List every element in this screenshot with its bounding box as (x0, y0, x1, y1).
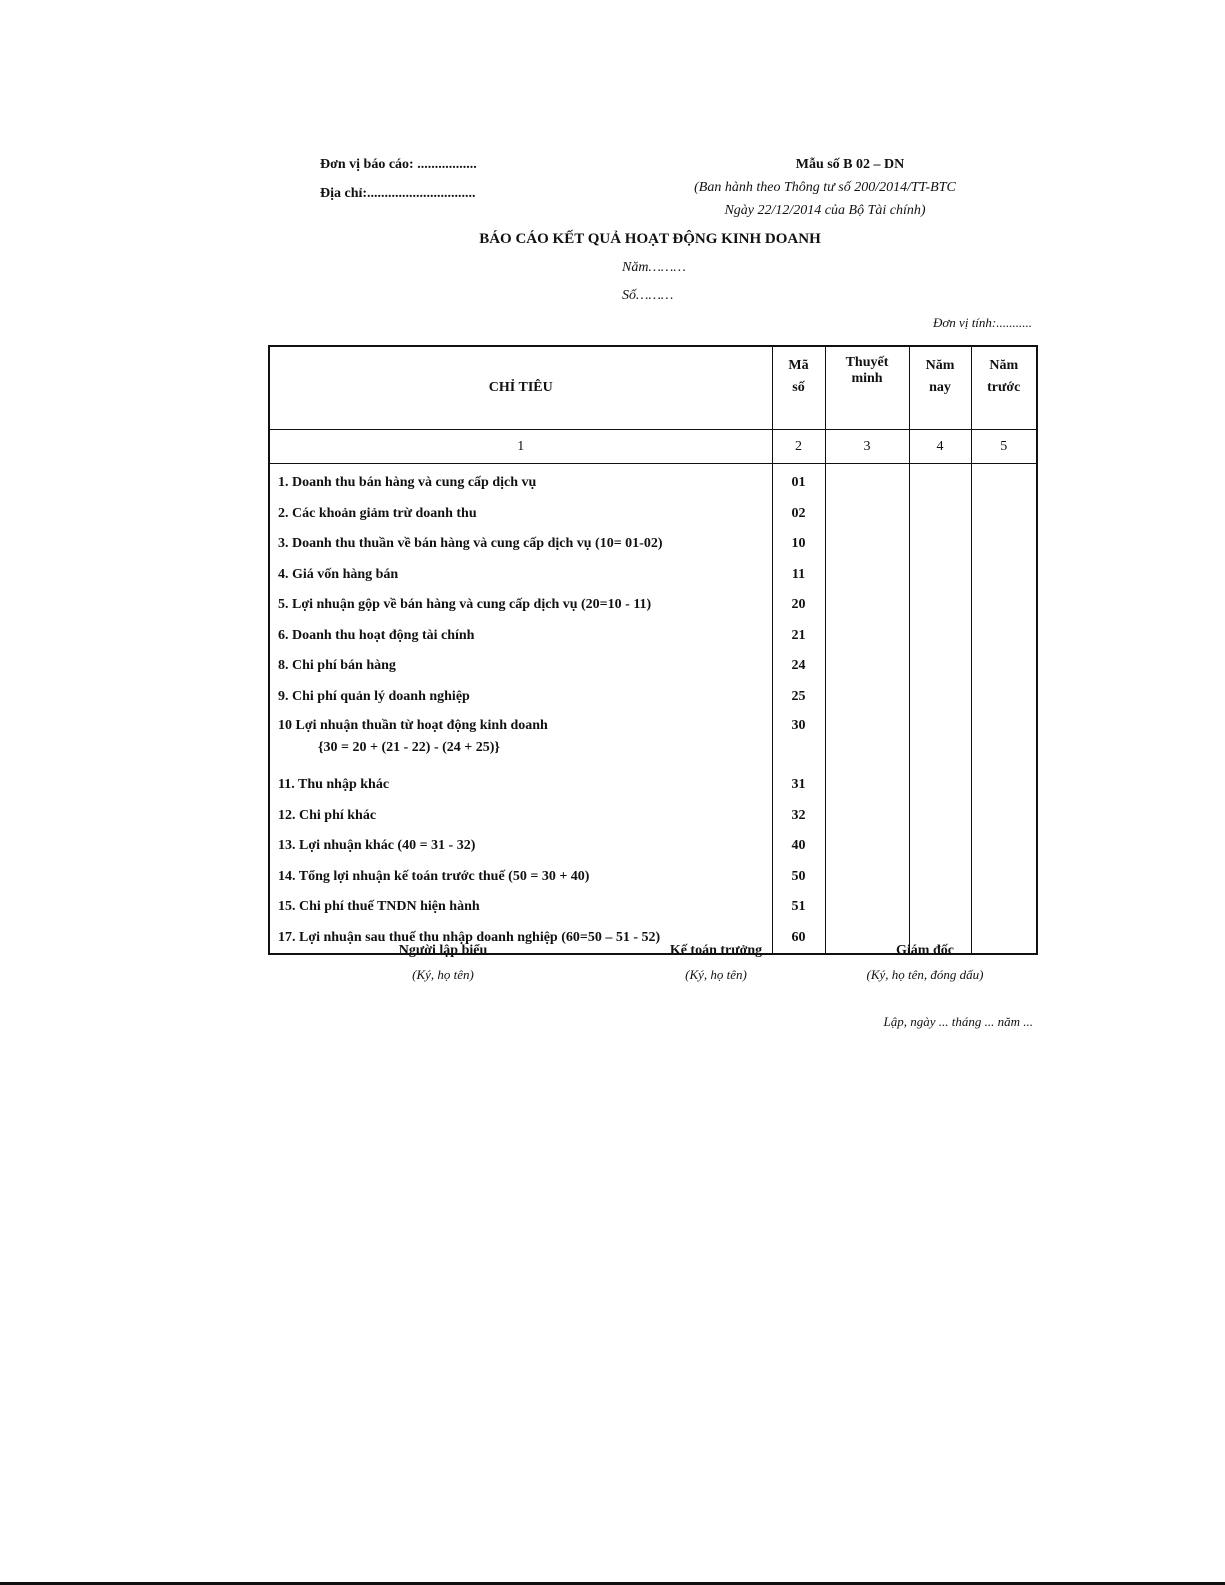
note-cell (825, 862, 909, 893)
table-row (269, 464, 1037, 499)
row-label: 8. Chi phí bán hàng (269, 651, 772, 682)
column-number: 2 (772, 430, 825, 464)
chief-accountant-note: (Ký, họ tên) (685, 967, 747, 982)
table-row (269, 770, 1037, 801)
this-year-cell (909, 682, 971, 713)
note-cell (825, 892, 909, 923)
row-code: 24 (772, 651, 825, 682)
note-cell (825, 682, 909, 713)
issued-line-2: Ngày 22/12/2014 của Bộ Tài chính) (724, 203, 926, 218)
row-code: 30 (772, 712, 825, 770)
row-label: 5. Lợi nhuận gộp về bán hàng và cung cấp dịch vụ (20=10 - 11) (269, 590, 772, 621)
table-row (269, 560, 1037, 591)
this-year-cell (909, 831, 971, 862)
director-signature-block (825, 943, 1025, 983)
preparer-signature-block (343, 943, 543, 983)
row-label-main: 10 Lợi nhuận thuần từ hoạt động kinh doanh (278, 718, 548, 733)
row-code: 02 (772, 499, 825, 530)
row-code: 21 (772, 621, 825, 652)
date-line: Lập, ngày ... tháng ... năm ... (883, 1014, 1033, 1029)
row-label: 12. Chi phí khác (269, 801, 772, 832)
previous-year-cell (971, 464, 1037, 499)
previous-year-cell (971, 682, 1037, 713)
row-code: 01 (772, 464, 825, 499)
this-year-cell (909, 862, 971, 893)
table-row (269, 801, 1037, 832)
row-code: 11 (772, 560, 825, 591)
preparer-title: Người lập biểu (398, 943, 488, 958)
header-previous-year: Năm trước (971, 346, 1037, 430)
row-code: 32 (772, 801, 825, 832)
this-year-cell (909, 590, 971, 621)
table-header-row (269, 346, 1037, 430)
chief-accountant-signature-block (616, 943, 816, 983)
previous-year-cell (971, 892, 1037, 923)
row-label-formula: {30 = 20 + (21 - 22) - (24 + 25)} (318, 740, 500, 755)
this-year-cell (909, 651, 971, 682)
currency-unit: Đơn vị tính:........... (932, 315, 1032, 330)
row-label: 15. Chi phí thuế TNDN hiện hành (269, 892, 772, 923)
this-year-cell (909, 529, 971, 560)
table-row (269, 499, 1037, 530)
this-year-cell (909, 770, 971, 801)
note-cell (825, 464, 909, 499)
income-statement-table (268, 345, 1038, 955)
preparer-note: (Ký, họ tên) (412, 967, 474, 982)
note-cell (825, 831, 909, 862)
previous-year-cell (971, 770, 1037, 801)
number-line: Số……… (622, 288, 674, 303)
row-label (269, 712, 772, 770)
row-label: 14. Tổng lợi nhuận kế toán trước thuế (50 = 30 + 40) (269, 862, 772, 893)
row-label: 11. Thu nhập khác (269, 770, 772, 801)
year-line: Năm……… (622, 260, 686, 275)
previous-year-cell (971, 560, 1037, 591)
row-label: 13. Lợi nhuận khác (40 = 31 - 32) (269, 831, 772, 862)
this-year-cell (909, 892, 971, 923)
row-label: 2. Các khoản giảm trừ doanh thu (269, 499, 772, 530)
row-label: 6. Doanh thu hoạt động tài chính (269, 621, 772, 652)
issued-line-1: (Ban hành theo Thông tư số 200/2014/TT-BTC (694, 180, 956, 195)
row-code: 51 (772, 892, 825, 923)
previous-year-cell (971, 590, 1037, 621)
previous-year-cell (971, 831, 1037, 862)
previous-year-cell (971, 651, 1037, 682)
row-code: 40 (772, 831, 825, 862)
table-row (269, 682, 1037, 713)
note-cell (825, 529, 909, 560)
row-label: 1. Doanh thu bán hàng và cung cấp dịch vụ (269, 464, 772, 499)
column-number: 5 (971, 430, 1037, 464)
chief-accountant-title: Kế toán trưởng (669, 943, 763, 958)
director-title: Giám đốc (896, 943, 954, 958)
previous-year-cell (971, 862, 1037, 893)
note-cell (825, 499, 909, 530)
this-year-cell (909, 499, 971, 530)
address-label: Địa chỉ:............................... (320, 186, 476, 201)
director-note: (Ký, họ tên, đóng dấu) (866, 967, 984, 982)
table-row (269, 590, 1037, 621)
previous-year-cell (971, 499, 1037, 530)
form-number: Mẫu số B 02 – DN (795, 157, 905, 172)
report-title: BÁO CÁO KẾT QUẢ HOẠT ĐỘNG KINH DOANH (479, 231, 821, 247)
reporting-unit-label: Đơn vị báo cáo: ................. (320, 157, 477, 172)
this-year-cell (909, 801, 971, 832)
note-cell (825, 801, 909, 832)
previous-year-cell (971, 621, 1037, 652)
table-row (269, 892, 1037, 923)
row-label: 9. Chi phí quản lý doanh nghiệp (269, 682, 772, 713)
note-cell (825, 621, 909, 652)
row-code: 20 (772, 590, 825, 621)
column-number: 3 (825, 430, 909, 464)
row-label: 4. Giá vốn hàng bán (269, 560, 772, 591)
row-code: 31 (772, 770, 825, 801)
note-cell (825, 560, 909, 591)
header-indicator: CHỈ TIÊU (269, 346, 772, 430)
header-code: Mã số (772, 346, 825, 430)
header-note: Thuyết minh (825, 346, 909, 430)
table-row (269, 831, 1037, 862)
column-number-row (269, 430, 1037, 464)
table-row (269, 862, 1037, 893)
this-year-cell (909, 621, 971, 652)
column-number: 4 (909, 430, 971, 464)
previous-year-cell (971, 801, 1037, 832)
column-number: 1 (269, 430, 772, 464)
table-row (269, 529, 1037, 560)
note-cell (825, 770, 909, 801)
header-this-year: Năm nay (909, 346, 971, 430)
previous-year-cell (971, 712, 1037, 770)
row-label: 17. Lợi nhuận sau thuế thu nhập doanh nghiệp (60=50 – 51 - 52) (269, 923, 772, 955)
this-year-cell (909, 464, 971, 499)
row-label: 3. Doanh thu thuần về bán hàng và cung cấp dịch vụ (10= 01-02) (269, 529, 772, 560)
note-cell (825, 651, 909, 682)
table-row (269, 621, 1037, 652)
row-code: 50 (772, 862, 825, 893)
table-row (269, 651, 1037, 682)
row-code: 25 (772, 682, 825, 713)
previous-year-cell (971, 529, 1037, 560)
table-row (269, 712, 1037, 770)
note-cell (825, 712, 909, 770)
note-cell (825, 590, 909, 621)
this-year-cell (909, 560, 971, 591)
row-code: 10 (772, 529, 825, 560)
row-code: 60 (772, 923, 825, 955)
this-year-cell (909, 712, 971, 770)
